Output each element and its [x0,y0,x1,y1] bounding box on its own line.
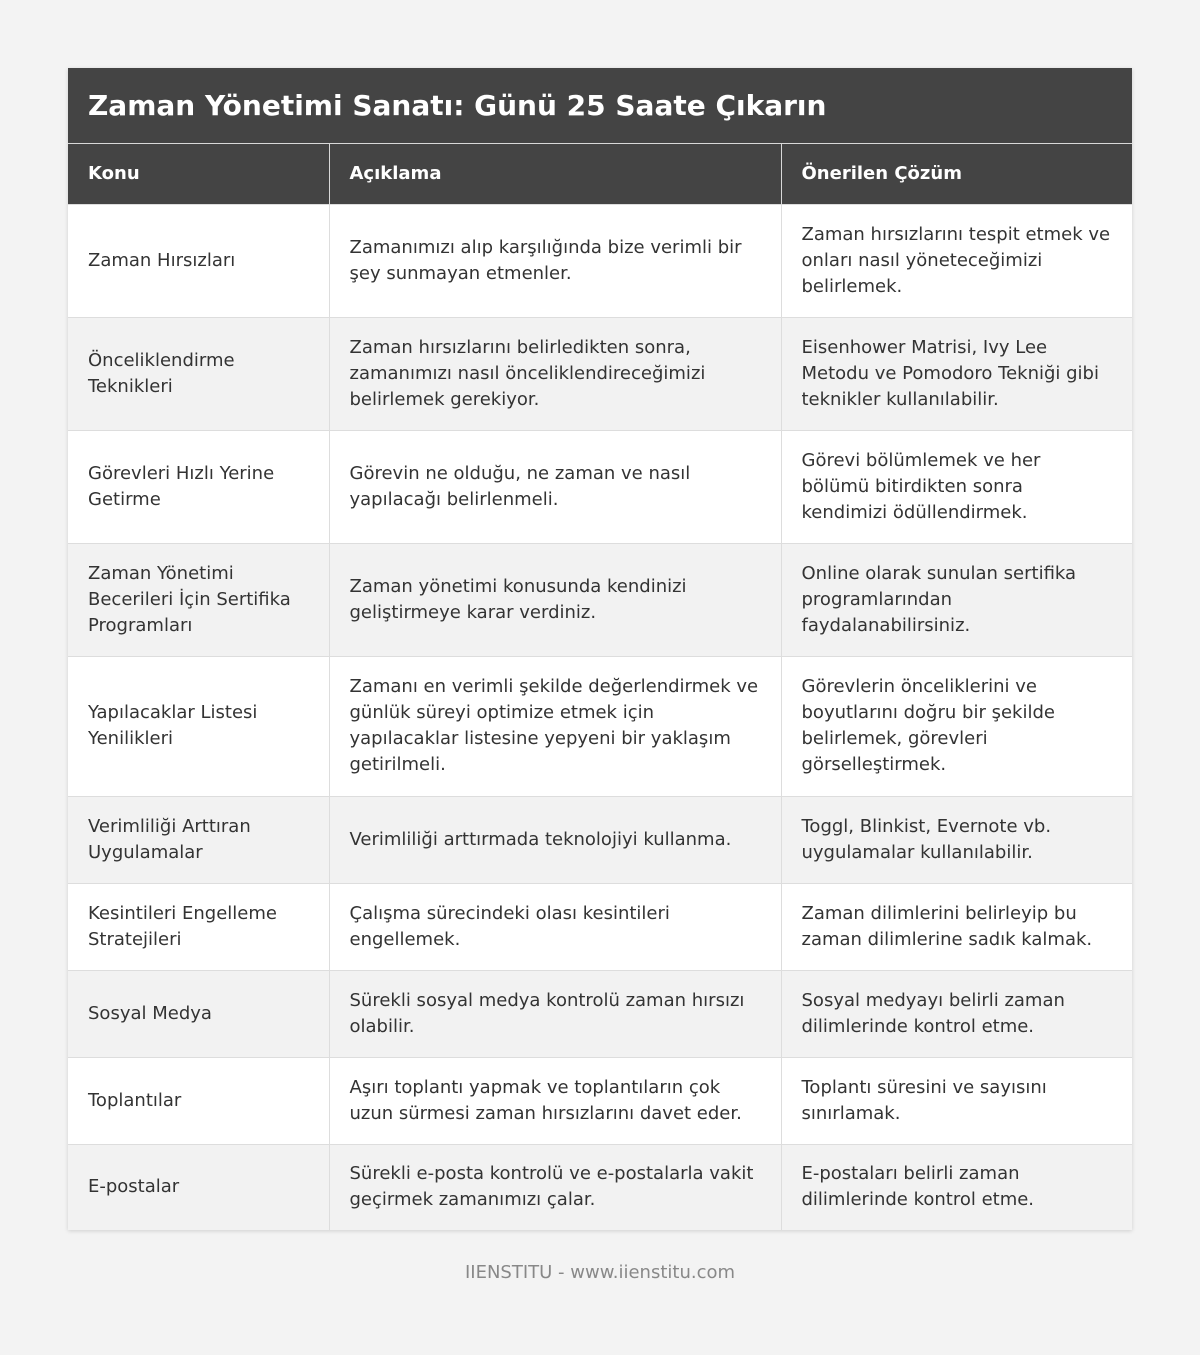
cell-konu: E-postalar [68,1144,329,1230]
table-row [68,204,1132,317]
cell-cozum: Online olarak sunulan sertifika programlarından faydalanabilirsiniz. [781,543,1132,656]
cell-cozum: Görevlerin önceliklerini ve boyutlarını doğru bir şekilde belirlemek, görevleri görselleştirmek. [781,656,1132,796]
footer-credit: IIENSTITU - www.iienstitu.com [464,1262,736,1283]
cell-konu: Sosyal Medya [68,970,329,1057]
title-bar [68,68,1132,144]
table-row [68,883,1132,970]
cell-cozum: Sosyal medyayı belirli zaman dilimlerinde kontrol etme. [781,970,1132,1057]
cell-aciklama: Zaman yönetimi konusunda kendinizi geliştirmeye karar verdiniz. [329,543,781,656]
cell-cozum: Görevi bölümlemek ve her bölümü bitirdikten sonra kendimizi ödüllendirmek. [781,430,1132,543]
page-title: Zaman Yönetimi Sanatı: Günü 25 Saate Çıkarın [88,89,827,122]
table-card [68,68,1132,1230]
cell-aciklama: Sürekli e-posta kontrolü ve e-postalarla vakit geçirmek zamanımızı çalar. [329,1144,781,1230]
cell-aciklama: Zamanı en verimli şekilde değerlendirmek ve günlük süreyi optimize etmek için yapılacaklar listesine yepyeni bir yaklaşım getirilmeli. [329,656,781,796]
cell-aciklama: Zamanımızı alıp karşılığında bize verimli bir şey sunmayan etmenler. [329,204,781,317]
cell-konu: Zaman Yönetimi Becerileri İçin Sertifika Programları [68,543,329,656]
table-row [68,1144,1132,1230]
table-row [68,796,1132,883]
table-row [68,970,1132,1057]
cell-aciklama: Aşırı toplantı yapmak ve toplantıların çok uzun sürmesi zaman hırsızlarını davet eder. [329,1057,781,1144]
table-row [68,317,1132,430]
cell-cozum: E-postaları belirli zaman dilimlerinde kontrol etme. [781,1144,1132,1230]
cell-cozum: Toggl, Blinkist, Evernote vb. uygulamalar kullanılabilir. [781,796,1132,883]
table-row [68,1057,1132,1144]
cell-aciklama: Görevin ne olduğu, ne zaman ve nasıl yapılacağı belirlenmeli. [329,430,781,543]
cell-cozum: Toplantı süresini ve sayısını sınırlamak. [781,1057,1132,1144]
column-header-cozum: Önerilen Çözüm [801,163,962,185]
cell-konu: Zaman Hırsızları [68,204,329,317]
cell-aciklama: Verimliliği arttırmada teknolojiyi kullanma. [329,796,781,883]
column-header-konu: Konu [68,144,329,204]
table-row [68,656,1132,796]
cell-konu: Görevleri Hızlı Yerine Getirme [68,430,329,543]
cell-aciklama: Çalışma sürecindeki olası kesintileri engellemek. [329,883,781,970]
data-table [68,144,1132,1230]
table-row [68,543,1132,656]
table-row [68,430,1132,543]
cell-konu: Toplantılar [68,1057,329,1144]
cell-cozum: Zaman dilimlerini belirleyip bu zaman dilimlerine sadık kalmak. [781,883,1132,970]
cell-konu: Yapılacaklar Listesi Yenilikleri [68,656,329,796]
cell-aciklama: Sürekli sosyal medya kontrolü zaman hırsızı olabilir. [329,970,781,1057]
cell-konu: Önceliklendirme Teknikleri [68,317,329,430]
cell-konu: Verimliliği Arttıran Uygulamalar [68,796,329,883]
cell-konu: Kesintileri Engelleme Stratejileri [68,883,329,970]
table-header-row [68,144,1132,204]
cell-aciklama: Zaman hırsızlarını belirledikten sonra, zamanımızı nasıl önceliklendireceğimizi belirlemek gerekiyor. [329,317,781,430]
cell-cozum: Zaman hırsızlarını tespit etmek ve onları nasıl yöneteceğimizi belirlemek. [781,204,1132,317]
cell-cozum: Eisenhower Matrisi, Ivy Lee Metodu ve Pomodoro Tekniği gibi teknikler kullanılabilir. [781,317,1132,430]
column-header-aciklama: Açıklama [329,144,781,204]
